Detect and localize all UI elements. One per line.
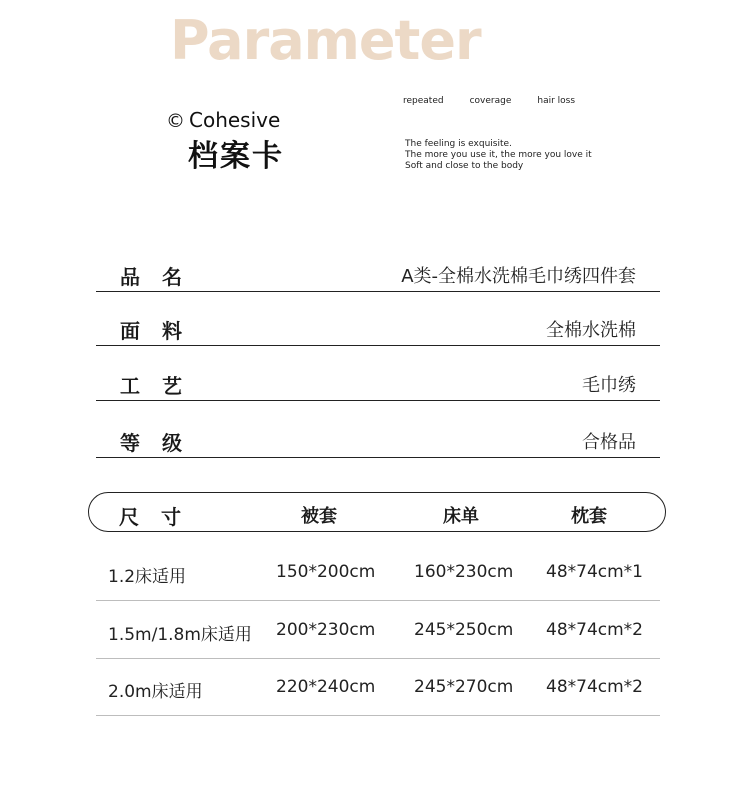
size-table-header	[88, 492, 666, 532]
tagline-line: The more you use it, the more you love it	[405, 150, 592, 160]
cell-sheet: 245*270cm	[414, 677, 514, 697]
copyright-icon: ©	[166, 110, 185, 132]
spec-value: 合格品	[582, 432, 636, 453]
spec-label: 品名	[120, 265, 204, 289]
spec-label: 工艺	[120, 374, 204, 398]
cell-bed-size: 1.2床适用	[108, 567, 187, 587]
table-row	[96, 657, 660, 716]
cell-sheet: 160*230cm	[414, 562, 514, 582]
cell-pillowcase: 48*74cm*2	[546, 677, 643, 697]
brand-logo	[166, 110, 280, 131]
spec-label: 面料	[120, 319, 204, 343]
header-sheet: 床单	[443, 506, 479, 527]
cell-duvet: 150*200cm	[276, 562, 376, 582]
cell-duvet: 200*230cm	[276, 620, 376, 640]
spec-value: 毛巾绣	[582, 375, 636, 396]
header-duvet: 被套	[301, 506, 337, 527]
header-pillowcase: 枕套	[571, 506, 607, 527]
cell-pillowcase: 48*74cm*2	[546, 620, 643, 640]
parameter-watermark: Parameter	[170, 9, 481, 72]
tagline	[405, 139, 655, 172]
cell-bed-size: 1.5m/1.8m床适用	[108, 625, 252, 645]
tag-item: hair loss	[537, 96, 576, 106]
feature-tags	[403, 97, 601, 106]
card-title: 档案卡	[188, 139, 284, 174]
table-row	[96, 600, 660, 659]
cell-pillowcase: 48*74cm*1	[546, 562, 643, 582]
cell-duvet: 220*240cm	[276, 677, 376, 697]
cell-sheet: 245*250cm	[414, 620, 514, 640]
spec-value: 全棉水洗棉	[546, 320, 636, 341]
tag-item: coverage	[469, 96, 512, 106]
spec-label: 等级	[120, 431, 204, 455]
spec-row-product-name	[96, 247, 660, 292]
cell-bed-size: 2.0m床适用	[108, 682, 203, 702]
spec-row-craft	[96, 356, 660, 401]
spec-value: A类-全棉水洗棉毛巾绣四件套	[401, 266, 636, 287]
spec-row-grade	[96, 413, 660, 458]
header-size: 尺寸	[119, 505, 203, 529]
brand-name: Cohesive	[189, 108, 281, 132]
table-row	[96, 542, 660, 601]
tagline-line: Soft and close to the body	[405, 161, 524, 171]
spec-row-fabric	[96, 301, 660, 346]
tag-item: repeated	[403, 96, 444, 106]
tagline-line: The feeling is exquisite.	[405, 139, 512, 149]
